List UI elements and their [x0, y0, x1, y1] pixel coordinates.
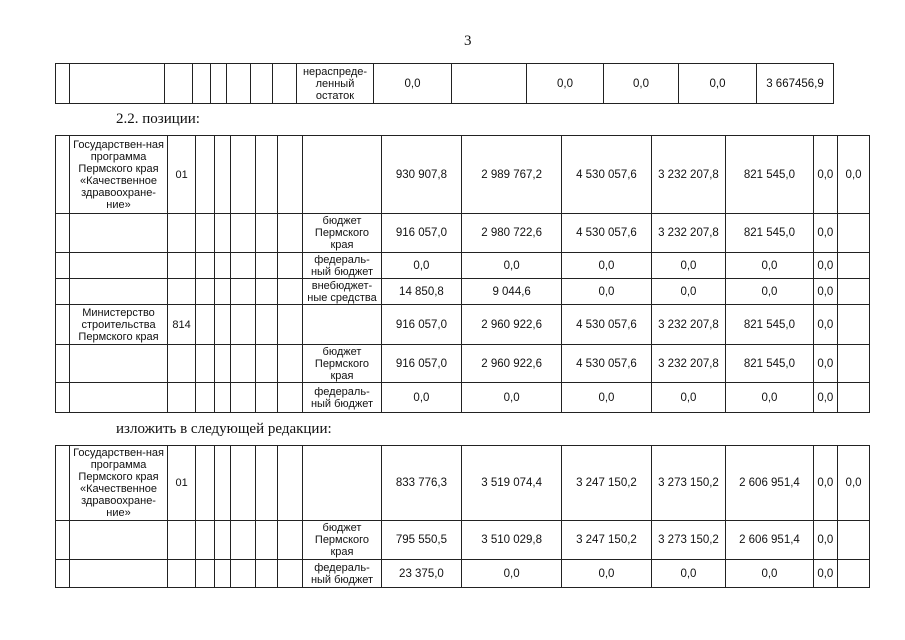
- blank-cell: [56, 136, 70, 214]
- value-cell: 0,0: [604, 64, 679, 104]
- value-cell: [838, 253, 870, 279]
- value-cell: 0,0: [562, 383, 651, 413]
- top-table: [55, 63, 834, 104]
- program-name-cell: Министерство строительства Пермского края: [70, 305, 167, 345]
- value-cell: 0,0: [651, 253, 726, 279]
- value-cell: 0,0: [813, 521, 838, 560]
- program-name-cell: Государствен-ная программа Пермского края «Качественное здравоохране-ние»: [70, 136, 167, 214]
- value-cell: 821 545,0: [726, 345, 813, 383]
- value-cell: 0,0: [813, 345, 838, 383]
- value-cell: 0,0: [651, 560, 726, 588]
- program-name-cell: [70, 383, 167, 413]
- table-row: [56, 64, 834, 104]
- value-cell: 3 273 150,2: [651, 521, 726, 560]
- value-cell: 3 247 150,2: [562, 446, 651, 521]
- value-cell: 9 044,6: [461, 279, 561, 305]
- blank-cell: [255, 136, 278, 214]
- blank-cell: [231, 446, 256, 521]
- blank-cell: [56, 345, 70, 383]
- value-cell: 0,0: [461, 560, 561, 588]
- value-cell: 2 960 922,6: [461, 345, 561, 383]
- value-cell: 2 606 951,4: [726, 521, 813, 560]
- value-cell: 4 530 057,6: [562, 305, 651, 345]
- blank-cell: [214, 560, 230, 588]
- code-cell: [167, 560, 196, 588]
- value-cell: 0,0: [813, 279, 838, 305]
- blank-cell: [278, 136, 303, 214]
- value-cell: [838, 560, 870, 588]
- blank-cell: [255, 446, 278, 521]
- mid-heading: изложить в следующей редакции:: [116, 421, 332, 437]
- code-cell: [167, 279, 196, 305]
- value-cell: [838, 305, 870, 345]
- value-cell: 0,0: [726, 279, 813, 305]
- blank-cell: [196, 136, 214, 214]
- code-cell: [167, 214, 196, 253]
- table-row: [56, 383, 870, 413]
- value-cell: 0,0: [726, 383, 813, 413]
- blank-cell: [231, 136, 256, 214]
- value-cell: 0,0: [813, 305, 838, 345]
- code-cell: [167, 521, 196, 560]
- blank-cell: [278, 253, 303, 279]
- blank-cell: [56, 253, 70, 279]
- blank-cell: [214, 253, 230, 279]
- value-cell: 3 247 150,2: [562, 521, 651, 560]
- value-cell: 821 545,0: [726, 305, 813, 345]
- blank-cell: [278, 383, 303, 413]
- value-cell: 0,0: [651, 383, 726, 413]
- value-cell: 4 530 057,6: [562, 345, 651, 383]
- blank-cell: [56, 383, 70, 413]
- value-cell: 0,0: [838, 136, 870, 214]
- blank-cell: [278, 560, 303, 588]
- value-cell: 23 375,0: [381, 560, 461, 588]
- value-cell: 0,0: [813, 253, 838, 279]
- blank-cell: [56, 521, 70, 560]
- value-cell: 3 519 074,4: [461, 446, 561, 521]
- table-row: [56, 253, 870, 279]
- blank-cell: [214, 305, 230, 345]
- program-name-cell: [70, 279, 167, 305]
- value-cell: 0,0: [461, 383, 561, 413]
- blank-cell: [56, 446, 70, 521]
- value-cell: 0,0: [813, 446, 838, 521]
- blank-cell: [255, 305, 278, 345]
- program-name-cell: [70, 560, 167, 588]
- value-cell: [838, 345, 870, 383]
- value-cell: 2 606 951,4: [726, 446, 813, 521]
- blank-cell: [278, 214, 303, 253]
- blank-cell: [193, 64, 211, 104]
- blank-cell: [196, 383, 214, 413]
- blank-cell: [211, 64, 227, 104]
- program-name-cell: [70, 345, 167, 383]
- blank-cell: [214, 214, 230, 253]
- value-cell: 0,0: [813, 383, 838, 413]
- code-cell: [167, 345, 196, 383]
- blank-cell: [231, 253, 256, 279]
- blank-cell: [231, 383, 256, 413]
- value-cell: 0,0: [461, 253, 561, 279]
- blank-cell: [231, 521, 256, 560]
- value-cell: 0,0: [679, 64, 757, 104]
- blank-cell: [196, 560, 214, 588]
- code-cell: 01: [167, 136, 196, 214]
- value-cell: 0,0: [562, 279, 651, 305]
- value-cell: 0,0: [813, 214, 838, 253]
- funding-source-cell: [303, 446, 382, 521]
- value-cell: 821 545,0: [726, 214, 813, 253]
- blank-cell: [56, 214, 70, 253]
- blank-cell: [278, 279, 303, 305]
- value-cell: 3 273 150,2: [651, 446, 726, 521]
- value-cell: 0,0: [562, 560, 651, 588]
- program-name-cell: Государствен-ная программа Пермского края «Качественное здравоохране-ние»: [70, 446, 167, 521]
- blank-cell: [231, 305, 256, 345]
- value-cell: 2 960 922,6: [461, 305, 561, 345]
- section-heading: 2.2. позиции:: [116, 111, 200, 127]
- blank-cell: [196, 305, 214, 345]
- blank-cell: [196, 253, 214, 279]
- value-cell: 0,0: [813, 136, 838, 214]
- table-row: [56, 136, 870, 214]
- value-cell: [838, 214, 870, 253]
- value-cell: 0,0: [527, 64, 604, 104]
- blank-cell: [165, 64, 193, 104]
- blank-cell: [56, 279, 70, 305]
- value-cell: 0,0: [381, 253, 461, 279]
- funding-source-cell: федераль-ный бюджет: [303, 383, 382, 413]
- value-cell: 14 850,8: [381, 279, 461, 305]
- blank-cell: [278, 305, 303, 345]
- table-row: [56, 446, 870, 521]
- value-cell: 3 232 207,8: [651, 214, 726, 253]
- blank-cell: [255, 214, 278, 253]
- blank-cell: [255, 345, 278, 383]
- table-row: [56, 279, 870, 305]
- value-cell: 795 550,5: [381, 521, 461, 560]
- blank-cell: [196, 521, 214, 560]
- funding-source-cell: бюджет Пермского края: [303, 345, 382, 383]
- blank-cell: [56, 560, 70, 588]
- value-cell: 0,0: [381, 383, 461, 413]
- funding-source-cell: внебюджет-ные средства: [303, 279, 382, 305]
- blank-cell: [278, 345, 303, 383]
- blank-cell: [255, 253, 278, 279]
- value-cell: 3 232 207,8: [651, 345, 726, 383]
- blank-cell: [251, 64, 273, 104]
- funding-source-cell: [303, 305, 382, 345]
- blank-cell: [196, 279, 214, 305]
- value-cell: 0,0: [651, 279, 726, 305]
- value-cell: 3 667456,9: [757, 64, 834, 104]
- value-cell: 0,0: [813, 560, 838, 588]
- value-cell: 0,0: [838, 446, 870, 521]
- blank-cell: [255, 560, 278, 588]
- table-row: [56, 521, 870, 560]
- funding-source-cell: федераль-ный бюджет: [303, 560, 382, 588]
- value-cell: 916 057,0: [381, 214, 461, 253]
- blank-cell: [227, 64, 251, 104]
- table-row: [56, 345, 870, 383]
- code-cell: 01: [167, 446, 196, 521]
- funding-source-cell: федераль-ный бюджет: [303, 253, 382, 279]
- blank-cell: [231, 345, 256, 383]
- value-cell: 0,0: [562, 253, 651, 279]
- program-name-cell: [70, 214, 167, 253]
- value-cell: 821 545,0: [726, 136, 813, 214]
- value-cell: 0,0: [726, 253, 813, 279]
- blank-cell: [214, 521, 230, 560]
- value-cell: [452, 64, 527, 104]
- code-cell: [167, 253, 196, 279]
- table-row: [56, 214, 870, 253]
- code-cell: [167, 383, 196, 413]
- funding-source-cell: [303, 136, 382, 214]
- blank-cell: [255, 279, 278, 305]
- blank-cell: [196, 214, 214, 253]
- value-cell: 0,0: [374, 64, 452, 104]
- blank-cell: [255, 383, 278, 413]
- value-cell: [838, 383, 870, 413]
- code-cell: 814: [167, 305, 196, 345]
- blank-cell: [214, 383, 230, 413]
- blank-cell: [196, 345, 214, 383]
- value-cell: 916 057,0: [381, 345, 461, 383]
- blank-cell: [231, 279, 256, 305]
- blank-cell: [273, 64, 297, 104]
- value-cell: 833 776,3: [381, 446, 461, 521]
- value-cell: 4 530 057,6: [562, 214, 651, 253]
- value-cell: 3 232 207,8: [651, 136, 726, 214]
- funding-source-cell: бюджет Пермского края: [303, 214, 382, 253]
- table-row: [56, 560, 870, 588]
- blank-cell: [214, 136, 230, 214]
- row-label-cell: нераспреде-ленный остаток: [297, 64, 374, 104]
- blank-cell: [278, 521, 303, 560]
- value-cell: 916 057,0: [381, 305, 461, 345]
- value-cell: 2 980 722,6: [461, 214, 561, 253]
- table-row: [56, 305, 870, 345]
- value-cell: 2 989 767,2: [461, 136, 561, 214]
- value-cell: [838, 279, 870, 305]
- value-cell: [838, 521, 870, 560]
- blank-cell: [255, 521, 278, 560]
- funding-source-cell: бюджет Пермского края: [303, 521, 382, 560]
- value-cell: 930 907,8: [381, 136, 461, 214]
- value-cell: 3 232 207,8: [651, 305, 726, 345]
- new-budget-table: [55, 445, 870, 588]
- blank-cell: [231, 214, 256, 253]
- blank-cell: [231, 560, 256, 588]
- page-number: 3: [464, 33, 472, 49]
- blank-cell: [214, 446, 230, 521]
- blank-cell: [56, 305, 70, 345]
- value-cell: 3 510 029,8: [461, 521, 561, 560]
- blank-cell: [196, 446, 214, 521]
- blank-cell: [70, 64, 165, 104]
- blank-cell: [56, 64, 70, 104]
- blank-cell: [214, 279, 230, 305]
- value-cell: 0,0: [726, 560, 813, 588]
- value-cell: 4 530 057,6: [562, 136, 651, 214]
- program-name-cell: [70, 253, 167, 279]
- program-name-cell: [70, 521, 167, 560]
- blank-cell: [214, 345, 230, 383]
- old-budget-table: [55, 135, 870, 413]
- blank-cell: [278, 446, 303, 521]
